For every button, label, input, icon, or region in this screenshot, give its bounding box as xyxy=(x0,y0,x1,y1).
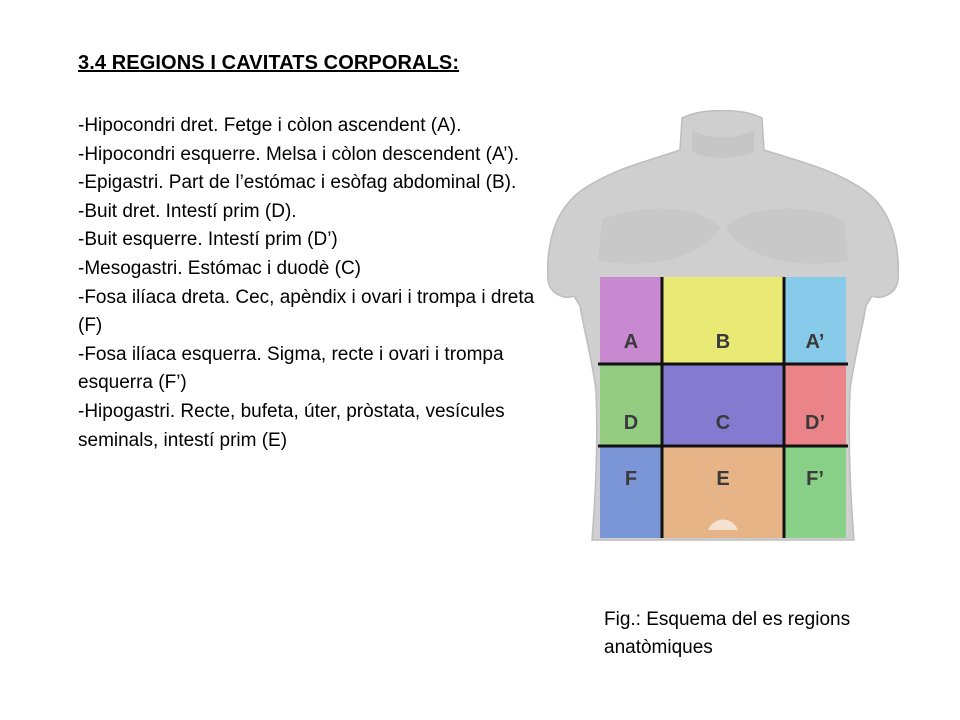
abdominal-regions-figure xyxy=(532,110,912,560)
region-item-right-flank: -Buit dret. Intestí prim (D). xyxy=(78,200,297,222)
region-item-right-hypochondrium: -Hipocondri dret. Fetge i còlon ascendent (A). xyxy=(78,115,462,136)
region-label-e: E xyxy=(716,468,730,490)
region-label-a-prime: A’ xyxy=(805,331,825,353)
region-item-epigastrium: -Epigastri. Part de l’estómac i esòfag abdominal (B). xyxy=(78,172,517,194)
region-label-f-prime: F’ xyxy=(806,468,824,490)
region-item-mesogastrium: -Mesogastri. Estómac i duodè (C) xyxy=(78,257,361,279)
region-list xyxy=(78,112,553,455)
region-label-f: F xyxy=(624,468,638,490)
regions-grid xyxy=(598,277,848,538)
region-item-hypogastrium: -Hipogastri. Recte, bufeta, úter, pròstata, vesícules seminals, intestí prim (E) xyxy=(78,400,505,451)
region-item-left-iliac-fossa: -Fosa ilíaca esquerra. Sigma, recte i ovari i trompa esquerra (F’) xyxy=(78,343,504,394)
figure-caption: Fig.: Esquema del es regions anatòmiques xyxy=(604,609,851,658)
region-cell-f xyxy=(600,446,662,538)
region-item-right-iliac-fossa: -Fosa ilíaca dreta. Cec, apèndix i ovari i trompa i dreta (F) xyxy=(78,286,535,337)
region-label-d-prime: D’ xyxy=(805,412,825,434)
region-label-d: D xyxy=(623,412,639,434)
region-item-left-flank: -Buit esquerre. Intestí prim (D’) xyxy=(78,229,338,251)
region-label-b: B xyxy=(715,331,731,353)
region-cell-f-prime xyxy=(784,446,846,538)
region-label-a: A xyxy=(623,331,639,353)
region-item-left-hypochondrium: -Hipocondri esquerre. Melsa i còlon descendent (A’). xyxy=(78,143,520,165)
region-label-c: C xyxy=(715,412,731,434)
torso-illustration xyxy=(532,110,912,560)
page-title: 3.4 REGIONS I CAVITATS CORPORALS: xyxy=(78,52,460,74)
